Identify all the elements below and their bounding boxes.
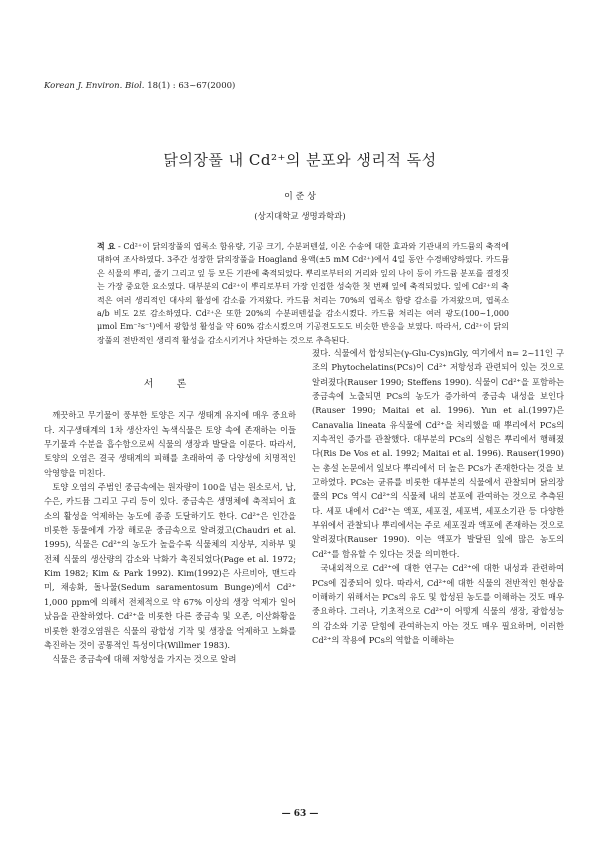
abstract-text: - Cd²⁺이 닭의장풀의 엽록소 함유량, 기공 크기, 수분퍼텐셜, 이온 수송에 대한 효과와 기관내의 카드뮴의 축적에 대하여 조사하였다. 3주간 성장한 닭의장풀을 Hoagland 용액(±5 mM Cd²⁺)에서 4일 동안 수경배양하였다. 카드뮴은 식물의 뿌리, 줄기 그리고 잎 등 모든 기관에 축적되었다. 뿌리로부터의 거리와 잎의 나이 등이 카드뮴 분포를 결정짓는 가장 중요한 요소였다. 대부분의 Cd²⁺이 뿌리로부터 가장 인접한 성숙한 첫 번째 잎에 축적되었다. 잎에 Cd²⁺의 축적은 여러 생리적인 대사의 활성에 감소를 가져왔다. 카드뮴 처리는 70%의 엽록소 함량 감소를 가져왔으며, 엽록소 a/b 비도 2로 감소하였다. Cd²⁺은 또한 20%의 수분퍼텐셜을 감소시켰다. 카드뮴 처리는 여러 광도(100~1,000 μmol Em⁻²s⁻¹)에서 광합성 활성을 약 60% 감소시켰으며 기공전도도도 비슷한 반응을 보였다. 따라서, Cd²⁺이 닭의장풀의 전반적인 생리적 활성을 감소시키거나 차단하는 것으로 추측된다. [97, 242, 509, 345]
section-heading-introduction: 서 론 [143, 379, 197, 390]
body-paragraph: 토양 오염의 주범인 중금속에는 원자량이 100을 넘는 원소로서, 납, 수은, 카드뮴 그리고 구리 등이 있다. 중금속은 생명체에 축적되어 효소의 활성을 억제하는 농도에 종종 도달하기도 한다. Cd²⁺은 인간을 비롯한 동물에게 가장 해로운 중금속으로 알려졌고(Chaudri et al. 1995), 식물은 Cd²⁺의 농도가 높을수록 식물체의 지상부, 지하부 및 전체 식물의 생산량의 감소와 낙화가 촉진되었다(Page et al. 1972; Kim 1982; Kim & Park 1992). Kim(1992)은 사르비아, 맨드라미, 채송화, 돌나물(Sedum saramentosum Bunge)에서 Cd²⁺ 1,000 ppm에 의해서 전체적으로 약 67% 이상의 생장 억제가 일어났음을 관찰하였다. Cd²⁺을 비롯한 다른 중금속 및 오존, 이산화황을 비롯한 환경오염원은 식물의 광합성 기작 및 생장을 억제하고 노화를 촉진하는 것이 공통적인 특성이다(Willmer 1983). [44, 482, 296, 650]
paper-title: 닭의장풀 내 Cd²⁺의 분포와 생리적 독성 [163, 151, 437, 169]
author-affiliation: (상지대학교 생명과학과) [254, 212, 346, 222]
right-column [312, 346, 564, 647]
body-paragraph: 깨끗하고 무기물이 풍부한 토양은 지구 생태계 유지에 매우 중요하다. 지구생태계의 1차 생산자인 녹색식물은 토양 속에 존재하는 이들 무기물과 수분을 흡수함으로써 식물의 생장과 발달을 이룬다. 따라서, 토양의 오염은 결국 생태계의 피해를 초래하여 종 다양성에 치명적인 악영향을 미친다. [44, 410, 296, 478]
page-number: — 63 — [281, 809, 319, 819]
body-paragraph: 식물은 중금속에 대해 저항성을 가지는 것으로 알려 [52, 654, 237, 665]
abstract-label: 적 요 [97, 241, 116, 251]
body-paragraph: 졌다. 식물에서 합성되는(γ-Glu-Cys)nGly, 여기에서 n= 2~11인 구조의 Phytochelatins(PCs)이 Cd²⁺ 저항성과 관련되어 있는 것으로 알려졌다(Rauser 1990; Steffens 1990). 식물이 Cd²⁺을 포함하는 중금속에 노출되면 PCs의 농도가 증가하여 중금속 내성을 보인다(Rauser 1990; Maitai et al. 1996). Yun et al.(1997)은 Canavalia lineata 유식물에 Cd²⁺을 처리했을 때 뿌리에서 PCs의 지속적인 증가를 관찰했다. 대부분의 PCs의 실험은 뿌리에서 행해졌다(Ris De Vos et al. 1992; Maitai et al. 1996). Rauser(1990)는 총설 논문에서 잎보다 뿌리에서 더 높은 PCs가 존재한다는 것을 보고하였다. PCs는 균류를 비롯한 대부분의 식물에서 관찰되며 닭의장풀의 PCs 역시 Cd²⁺의 식물체 내의 분포에 관여하는 것으로 추측된다. 세포 내에서 Cd²⁺는 액포, 세포질, 세포벽, 세포소기관 등 다양한 부위에서 관찰되나 뿌리에서는 주로 세포질과 액포에 존재하는 것으로 알려졌다(Rauser 1990). 이는 액포가 발달된 잎에 많은 농도의 Cd²⁺를 함유할 수 있다는 것을 의미한다. [312, 348, 564, 559]
author-name: 이 준 상 [284, 192, 316, 202]
journal-name: Korean J. Environ. Biol. [44, 81, 145, 91]
abstract [97, 240, 509, 347]
journal-volume-pages: 18(1) : 63~67(2000) [144, 81, 236, 91]
left-column [44, 350, 296, 667]
body-paragraph: 국내외적으로 Cd²⁺에 대한 연구는 Cd²⁺에 대한 내성과 관련하여 PCs에 집중되어 있다. 따라서, Cd²⁺에 대한 식물의 전반적인 현상을 이해하기 위해서는 PCs의 유도 및 합성된 농도를 이해하는 것도 매우 중요하다. 그러나, 기초적으로 Cd²⁺이 어떻게 식물의 생장, 광합성능의 감소와 기공 닫힘에 관여하는지 아는 것도 매우 필요하며, 이러한 Cd²⁺의 작용에 PCs의 역할을 이해하는 [312, 563, 564, 645]
journal-citation [44, 81, 235, 91]
